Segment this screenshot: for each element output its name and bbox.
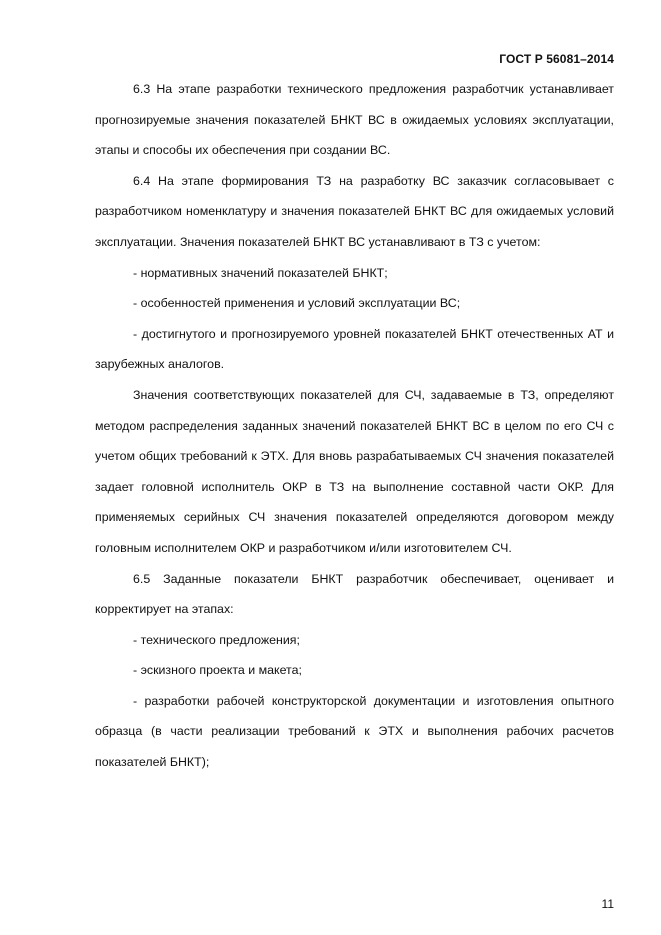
list-item: - эскизного проекта и макета;	[133, 663, 302, 678]
list-item: - разработки рабочей конструкторской документации и изготовления опытного образца (в части реализации требований к ЭТХ и выполнения рабочих расчетов показателей БНКТ);	[95, 693, 614, 770]
list-item: - особенностей применения и условий эксплуатации ВС;	[133, 296, 461, 311]
paragraph-6-4: 6.4 На этапе формирования ТЗ на разработку ВС заказчик согласовывает с разработчиком номенклатуру и значения показателей БНКТ ВС для ожидаемых условий эксплуатации. Значения показателей БНКТ ВС устанавливают в ТЗ с учетом:	[95, 173, 614, 249]
paragraph-sch-values: Значения соответствующих показателей для СЧ, задаваемые в ТЗ, определяют методом распределения заданных значений показателей БНКТ ВС в целом по его СЧ с учетом общих требований к ЭТХ. Для вновь разрабатываемых СЧ значения показателей задает головной исполнитель ОКР в ТЗ на выполнение составной части ОКР. Для применяемых серийных СЧ значения показателей определяются договором между головным исполнителем ОКР и разработчиком и/или изготовителем СЧ.	[95, 387, 614, 555]
list-item: - нормативных значений показателей БНКТ;	[133, 265, 388, 280]
document-body	[95, 74, 614, 778]
list-item: - достигнутого и прогнозируемого уровней показателей БНКТ отечественных АТ и зарубежных аналогов.	[95, 326, 614, 372]
page-number: 11	[601, 897, 614, 911]
document-code-header: ГОСТ Р 56081–2014	[499, 52, 614, 66]
list-item: - технического предложения;	[133, 632, 300, 647]
paragraph-6-5: 6.5 Заданные показатели БНКТ разработчик обеспечивает, оценивает и корректирует на этапах:	[95, 571, 614, 617]
paragraph-6-3: 6.3 На этапе разработки технического предложения разработчик устанавливает прогнозируемые значения показателей БНКТ ВС в ожидаемых условиях эксплуатации, этапы и способы их обеспечения при создании ВС.	[95, 82, 614, 158]
